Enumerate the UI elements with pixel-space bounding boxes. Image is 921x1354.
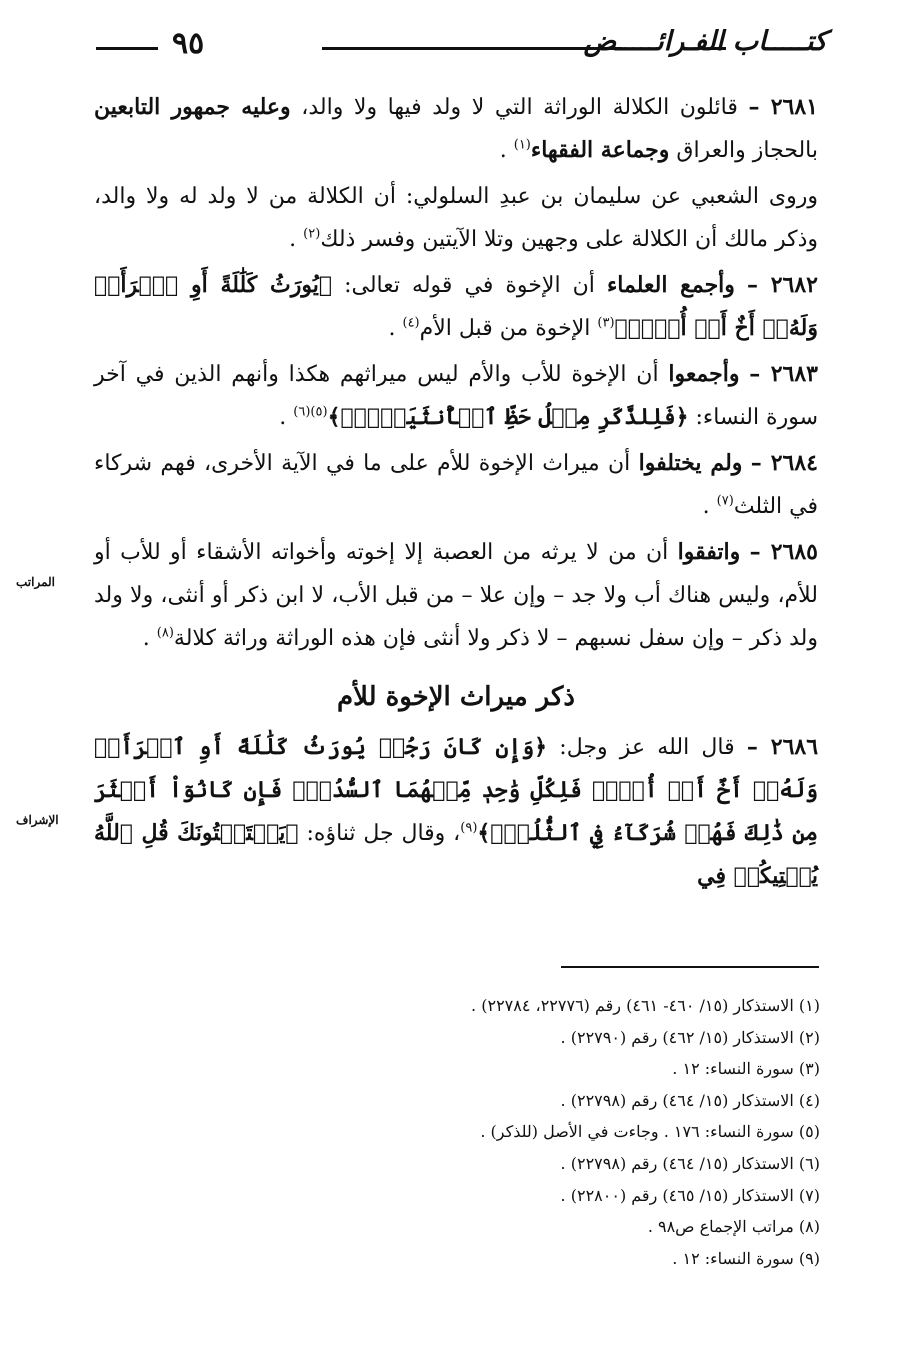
footnote-ref[interactable]: (٨)	[156, 625, 174, 641]
footnote-ref[interactable]: (٢)	[303, 226, 321, 242]
page-header	[92, 26, 827, 70]
text: وروى الشعبي عن سليمان بن عبدِ السلولي: أن الكلالة من لا ولد له ولا والد، وذكر مالك أن الكلالة على وجهين وتلا الآيتين وفسر ذلك	[94, 184, 818, 252]
margin-note: الإشراف	[16, 813, 59, 827]
text: قائلون الكلالة الوراثة التي لا ولد فيها ولا والد،	[301, 95, 738, 120]
text: قال الله عز وجل:	[559, 735, 735, 760]
paragraph-text	[94, 175, 818, 261]
footnote: (٩) سورة النساء: ١٢ .	[672, 1248, 820, 1268]
footnote: (٤) الاستذكار (١٥/ ٤٦٤) رقم (٢٢٧٩٨) .	[560, 1090, 820, 1110]
footnote: (٥) سورة النساء: ١٧٦ . وجاءت في الأصل (للذكر) .	[480, 1122, 820, 1142]
footnotes	[180, 990, 820, 1274]
text: أن من لا يرثه من العصبة إلا إخوته وأخواته الأشقاء أو للأب أو للأم، وليس هناك أب ولا جد – وإن علا – من قبل الأب، لا ابن ذكر أو أنثى، ولا ولد ولد ذكر – وإن سفل نسبهم – لا ذكر ولا أنثى فإن هذه الوراثة وراثة كلالة	[94, 540, 818, 651]
bold-text: ولم يختلفوا	[638, 450, 743, 476]
footnote-ref[interactable]: (٣)	[597, 315, 615, 331]
quran-verse: ﴿يَسۡتَفۡتُونَكَ قُلِ ٱللَّهُ يُفۡتِيكُمۡ فِي	[94, 820, 818, 889]
footnote-ref[interactable]: (٤)	[402, 315, 420, 331]
bold-text: واتفقوا	[677, 539, 741, 565]
text: بالحجاز والعراق	[676, 138, 818, 163]
footnote: (٧) الاستذكار (١٥/ ٤٦٥) رقم (٢٢٨٠٠) .	[560, 1185, 820, 1205]
text: .	[388, 316, 396, 341]
main-text	[94, 86, 818, 901]
paragraph-number: ٢٦٨٣ –	[749, 361, 818, 387]
section-heading: ذكر ميراث الإخوة للأم	[337, 682, 575, 712]
footnote: (٢) الاستذكار (١٥/ ٤٦٢) رقم (٢٢٧٩٠) .	[560, 1027, 820, 1047]
bold-text: وأجمعوا	[668, 361, 740, 387]
paragraph-2681	[94, 86, 818, 172]
text: .	[289, 227, 297, 252]
quran-verse: ﴿وَإِن كَانَ رَجُلٞ يُورَثُ كَلَٰلَةً أَوِ ٱمۡرَأَةٞ وَلَهُۥٓ أَخٌ أَوۡ أُخۡتٞ فَلِكُلِّ وَٰحِدٖ مِّنۡهُمَا ٱلسُّدُسُۚ فَإِن كَانُوٓاْ أَكۡثَرَ مِن ذَٰلِكَ فَهُمۡ شُرَكَآءُ فِي ٱلثُّلُثِۚ﴾	[94, 734, 819, 846]
paragraph-number: ٢٦٨٥ –	[749, 539, 818, 565]
text: .	[142, 626, 150, 651]
footnote: (١) الاستذكار (١٥/ ٤٦٠- ٤٦١) رقم (٢٢٧٧٦، ٢٢٧٨٤) .	[471, 996, 820, 1015]
footnote-ref[interactable]: (٩)	[460, 820, 478, 836]
paragraph-number: ٢٦٨٢ –	[746, 272, 818, 298]
quran-verse: ﴿فَلِلذَّكَرِ مِثۡلُ حَظِّ ٱلۡأُنثَيَيۡنِۗ﴾	[327, 404, 689, 430]
text: أن الإخوة في قوله تعالى:	[344, 273, 595, 298]
text: ، وقال جل ثناؤه:	[306, 821, 461, 846]
header-rule	[96, 47, 158, 50]
footnote-ref[interactable]: (٥)(٦)	[293, 404, 328, 420]
margin-note: المراتب	[16, 575, 56, 589]
paragraph-number: ٢٦٨٦ –	[746, 734, 819, 760]
paragraph-2685	[94, 531, 818, 660]
text: الإخوة من قبل الأم	[419, 316, 591, 341]
paragraph-number: ٢٦٨١ –	[748, 94, 818, 120]
bold-text: وجماعة الفقهاء	[530, 137, 670, 163]
text: .	[499, 138, 507, 163]
text: .	[279, 405, 287, 430]
paragraph-2682	[94, 264, 818, 350]
paragraph-number: ٢٦٨٤ –	[750, 450, 818, 476]
bold-text: وأجمع العلماء	[606, 272, 735, 298]
footnote: (٣) سورة النساء: ١٢ .	[672, 1059, 820, 1079]
quran-verse: ﴿يُورَثُ كَلَٰلَةً أَوِ ٱمۡرَأَةٞ وَلَهُۥٓ أَخٌ أَوۡ أُخۡتٞ﴾	[94, 272, 818, 341]
footnote-ref[interactable]: (١)	[513, 137, 531, 153]
paragraph-2684	[94, 442, 818, 528]
paragraph-2683	[94, 353, 818, 439]
page-number: ٩٥	[172, 26, 205, 61]
paragraph-2686	[94, 726, 818, 898]
text: أن ميراث الإخوة للأم على ما في الآية الأخرى، فهم شركاء في الثلث	[94, 451, 818, 519]
footnote-ref[interactable]: (٧)	[716, 493, 734, 509]
footnote: (٦) الاستذكار (١٥/ ٤٦٤) رقم (٢٢٧٩٨) .	[560, 1153, 820, 1173]
footnote: (٨) مراتب الإجماع ص٩٨ .	[647, 1217, 820, 1237]
header-rule	[322, 47, 622, 50]
text: أن الإخوة للأب والأم ليس ميراثهم هكذا وأنهم الذين في آخر سورة النساء:	[94, 362, 818, 430]
footnote-divider	[561, 966, 819, 968]
bold-text: وعليه جمهور التابعين	[94, 94, 291, 120]
text: .	[702, 494, 710, 519]
book-title: كتـــــاب الفـرائـــــض	[583, 26, 827, 57]
